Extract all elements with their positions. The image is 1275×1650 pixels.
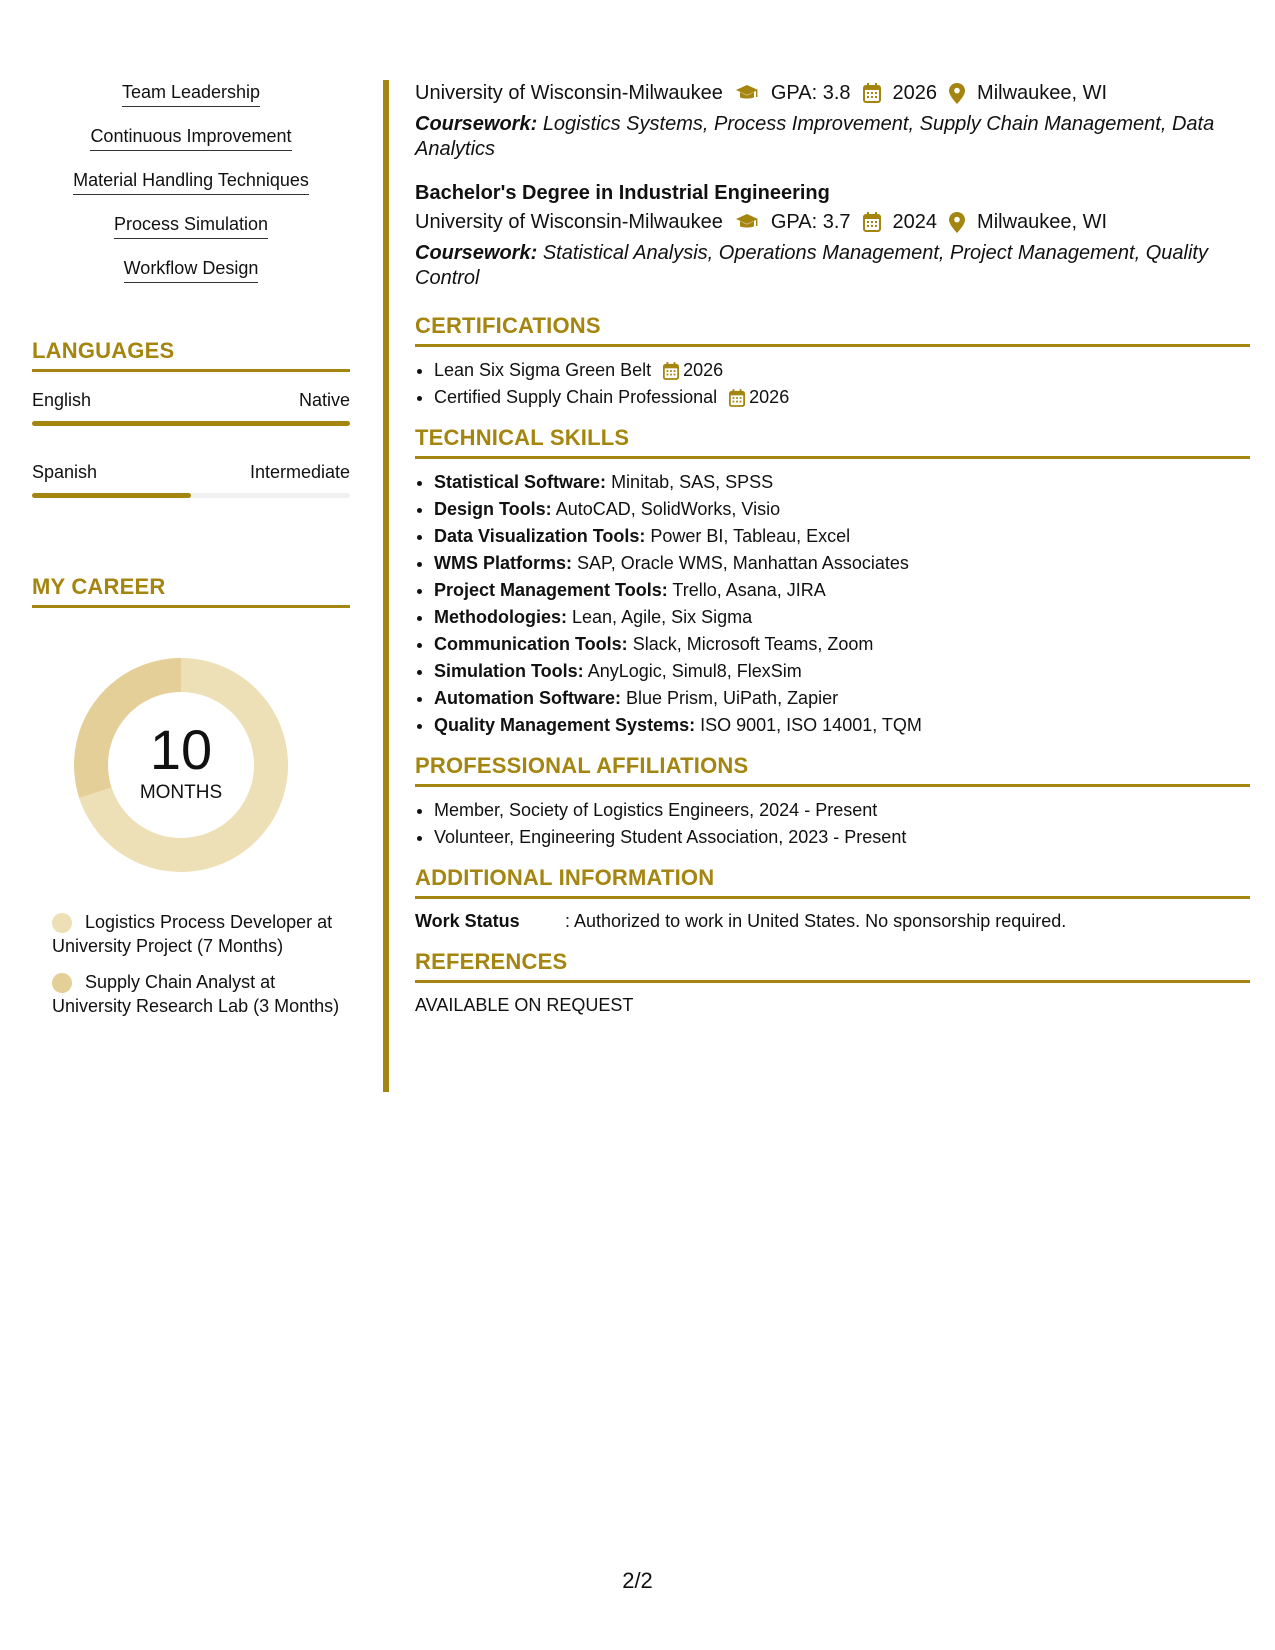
language-level: Intermediate [249,462,350,482]
skill-category: Simulation Tools: [434,661,584,681]
education-meta [415,209,1250,235]
skill-item: Continuous Improvement [90,124,291,151]
language-row [32,390,350,411]
certifications-heading: CERTIFICATIONS [415,313,1250,347]
education-school: University of Wisconsin-Milwaukee [415,211,723,233]
affiliations-heading: PROFESSIONAL AFFILIATIONS [415,753,1250,787]
skill-values: Slack, Microsoft Teams, Zoom [632,634,874,654]
skill-values: Power BI, Tableau, Excel [650,526,851,546]
additional-info-row [415,909,1250,933]
certification-year: 2026 [749,387,790,407]
career-total-months: 10 [149,718,213,781]
info-label: Work Status [415,911,520,931]
donut-center [66,720,296,804]
education-degree: Bachelor's Degree in Industrial Engineering [415,182,830,204]
skill-category: Automation Software: [434,688,621,708]
technical-skill-item [434,496,1250,523]
skill-item: Process Simulation [114,212,268,239]
technical-skill-item [434,658,1250,685]
map-pin-icon [949,212,965,233]
career-donut-chart [66,650,296,880]
languages-section [32,338,350,498]
affiliation-item: • Volunteer, Engineering Student Association, 2023 - Present [434,824,1250,851]
technical-skills-heading: TECHNICAL SKILLS [415,425,1250,459]
skill-values: AnyLogic, Simul8, FlexSim [587,661,802,681]
skill-category: WMS Platforms: [434,553,573,573]
language-row [32,462,350,483]
certification-item [434,384,1250,411]
language-name: English [32,390,92,410]
left-column [32,80,350,1030]
career-legend [32,910,350,1018]
language-name: Spanish [32,462,98,482]
career-legend-item [52,910,350,958]
language-proficiency-fill [32,421,350,426]
right-column [415,80,1250,1016]
skills-list [32,80,350,300]
skill-values: Minitab, SAS, SPSS [611,472,774,492]
coursework-label: Coursework: [415,113,538,135]
references-section [415,949,1250,1016]
technical-skill-item [434,685,1250,712]
career-legend-item [52,970,350,1018]
additional-info-section [415,865,1250,933]
affiliations-section [415,753,1250,851]
skill-item: Material Handling Techniques [73,168,309,195]
education-location: Milwaukee, WI [977,211,1108,233]
technical-skills-list [415,469,1250,739]
skill-item: Team Leadership [122,80,260,107]
language-proficiency-bar [32,421,350,426]
education-entry [415,80,1250,162]
map-pin-icon [949,83,965,104]
affiliations-list [415,797,1250,851]
skill-category: Communication Tools: [434,634,628,654]
language-level: Native [298,390,350,410]
skill-category: Statistical Software: [434,472,607,492]
education-school: University of Wisconsin-Milwaukee [415,82,723,104]
calendar-icon [863,83,881,103]
skill-values: AutoCAD, SolidWorks, Visio [555,499,781,519]
skill-category: Quality Management Systems: [434,715,696,735]
certification-year: 2026 [683,360,724,380]
education-gpa: GPA: 3.7 [770,211,851,233]
coursework-label: Coursework: [415,242,538,264]
certifications-list [415,357,1250,411]
calendar-icon [729,389,745,407]
languages-heading: LANGUAGES [32,338,350,372]
legend-dot-icon [52,913,72,933]
education-location: Milwaukee, WI [977,82,1108,104]
skill-values: Blue Prism, UiPath, Zapier [626,688,839,708]
technical-skills-section [415,425,1250,739]
technical-skill-item [434,469,1250,496]
certification-item [434,357,1250,384]
certification-name: • Certified Supply Chain Professional [434,387,718,407]
affiliation-item: • Member, Society of Logistics Engineers, 2024 - Present [434,797,1250,824]
graduation-cap-icon [735,84,759,102]
career-section [32,574,350,1018]
education-year: 2026 [892,82,938,104]
technical-skill-item [434,604,1250,631]
language-proficiency-fill [32,493,191,498]
career-heading: MY CAREER [32,574,350,608]
skill-values: SAP, Oracle WMS, Manhattan Associates [577,553,909,573]
technical-skill-item [434,523,1250,550]
technical-skill-item [434,577,1250,604]
certification-name: • Lean Six Sigma Green Belt [434,360,652,380]
language-proficiency-bar [32,493,350,498]
technical-skill-item [434,550,1250,577]
calendar-icon [663,362,679,380]
education-meta [415,80,1250,106]
references-heading: REFERENCES [415,949,1250,983]
education-gpa: GPA: 3.8 [770,82,851,104]
skill-category: Methodologies: [434,607,567,627]
technical-skill-item [434,712,1250,739]
legend-label: Supply Chain Analyst at University Research Lab (3 Months) [52,972,340,1016]
certifications-section [415,313,1250,411]
skill-category: Design Tools: [434,499,552,519]
legend-dot-icon [52,973,72,993]
coursework-text: Logistics Systems, Process Improvement, Supply Chain Management, Data Analytics [415,113,1215,160]
skill-values: ISO 9001, ISO 14001, TQM [700,715,922,735]
graduation-cap-icon [735,213,759,231]
education-year: 2024 [892,211,938,233]
references-text: AVAILABLE ON REQUEST [415,995,634,1015]
coursework-text: Statistical Analysis, Operations Management, Project Management, Quality Control [415,242,1208,289]
career-total-unit: MONTHS [139,782,223,803]
skill-values: Lean, Agile, Six Sigma [572,607,753,627]
page-number: 2/2 [622,1568,653,1593]
education-entry [415,180,1250,291]
skill-item: Workflow Design [124,256,259,283]
column-divider [383,80,389,1092]
legend-label: Logistics Process Developer at University Project (7 Months) [52,912,333,956]
technical-skill-item [434,631,1250,658]
education-coursework [415,241,1250,291]
education-coursework [415,112,1250,162]
calendar-icon [863,212,881,232]
skill-category: Project Management Tools: [434,580,668,600]
skill-category: Data Visualization Tools: [434,526,646,546]
info-value: : Authorized to work in United States. No sponsorship required. [565,911,1067,931]
skill-values: Trello, Asana, JIRA [672,580,826,600]
additional-info-heading: ADDITIONAL INFORMATION [415,865,1250,899]
